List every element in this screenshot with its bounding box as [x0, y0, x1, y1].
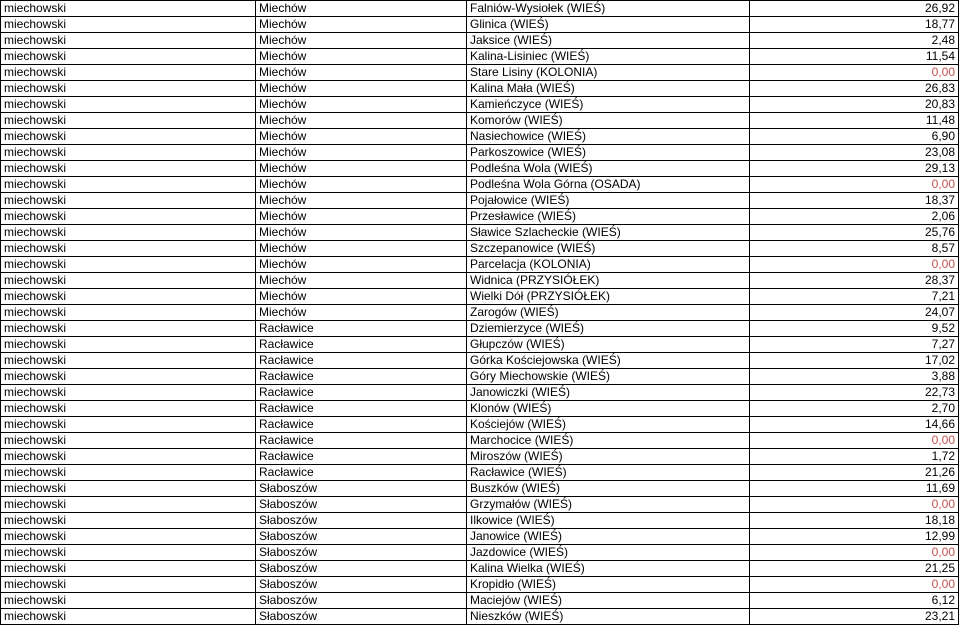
table-row — [1, 369, 959, 385]
county-cell: miechowski — [1, 321, 256, 337]
value-cell: 0,00 — [750, 65, 959, 81]
locality-cell: Kalina Wielka (WIEŚ) — [467, 561, 750, 577]
locality-cell: Pojałowice (WIEŚ) — [467, 193, 750, 209]
county-cell: miechowski — [1, 113, 256, 129]
county-cell: miechowski — [1, 433, 256, 449]
locality-cell: Sławice Szlacheckie (WIEŚ) — [467, 225, 750, 241]
municipality-cell: Miechów — [256, 113, 467, 129]
locality-cell: Szczepanowice (WIEŚ) — [467, 241, 750, 257]
locality-cell: Dziemierzyce (WIEŚ) — [467, 321, 750, 337]
table-row — [1, 225, 959, 241]
county-cell: miechowski — [1, 209, 256, 225]
county-cell: miechowski — [1, 193, 256, 209]
table-row — [1, 449, 959, 465]
value-cell: 7,27 — [750, 337, 959, 353]
municipality-cell: Miechów — [256, 65, 467, 81]
municipality-cell: Słaboszów — [256, 545, 467, 561]
locality-cell: Grzymałów (WIEŚ) — [467, 497, 750, 513]
municipality-cell: Miechów — [256, 305, 467, 321]
county-cell: miechowski — [1, 337, 256, 353]
municipality-cell: Słaboszów — [256, 609, 467, 625]
value-cell: 8,57 — [750, 241, 959, 257]
value-cell: 24,07 — [750, 305, 959, 321]
table-row — [1, 497, 959, 513]
locality-cell: Nieszków (WIEŚ) — [467, 609, 750, 625]
county-cell: miechowski — [1, 385, 256, 401]
locality-cell: Podleśna Wola (WIEŚ) — [467, 161, 750, 177]
county-cell: miechowski — [1, 545, 256, 561]
locality-cell: Miroszów (WIEŚ) — [467, 449, 750, 465]
county-cell: miechowski — [1, 609, 256, 625]
table-row — [1, 1, 959, 17]
table-row — [1, 113, 959, 129]
county-cell: miechowski — [1, 65, 256, 81]
value-cell: 17,02 — [750, 353, 959, 369]
value-cell: 21,26 — [750, 465, 959, 481]
table-row — [1, 577, 959, 593]
locality-cell: Parcelacja (KOLONIA) — [467, 257, 750, 273]
locality-cell: Góry Miechowskie (WIEŚ) — [467, 369, 750, 385]
locality-cell: Kalina-Lisiniec (WIEŚ) — [467, 49, 750, 65]
municipality-cell: Miechów — [256, 193, 467, 209]
locality-cell: Janowice (WIEŚ) — [467, 529, 750, 545]
locality-cell: Podleśna Wola Górna (OSADA) — [467, 177, 750, 193]
county-cell: miechowski — [1, 49, 256, 65]
county-cell: miechowski — [1, 513, 256, 529]
table-row — [1, 321, 959, 337]
municipality-cell: Miechów — [256, 289, 467, 305]
table-body — [1, 1, 959, 625]
table-row — [1, 481, 959, 497]
municipality-cell: Miechów — [256, 257, 467, 273]
county-cell: miechowski — [1, 417, 256, 433]
table-row — [1, 353, 959, 369]
table-row — [1, 465, 959, 481]
table-row — [1, 257, 959, 273]
table-row — [1, 609, 959, 625]
county-cell: miechowski — [1, 289, 256, 305]
value-cell: 21,25 — [750, 561, 959, 577]
table-row — [1, 193, 959, 209]
county-cell: miechowski — [1, 33, 256, 49]
county-cell: miechowski — [1, 353, 256, 369]
value-cell: 7,21 — [750, 289, 959, 305]
locality-cell: Kalina Mała (WIEŚ) — [467, 81, 750, 97]
table-row — [1, 161, 959, 177]
table-row — [1, 145, 959, 161]
table-row — [1, 209, 959, 225]
locality-cell: Wielki Dół (PRZYSIÓŁEK) — [467, 289, 750, 305]
county-cell: miechowski — [1, 465, 256, 481]
county-cell: miechowski — [1, 241, 256, 257]
table-row — [1, 545, 959, 561]
municipality-cell: Miechów — [256, 129, 467, 145]
table-row — [1, 81, 959, 97]
locality-cell: Maciejów (WIEŚ) — [467, 593, 750, 609]
locality-cell: Racławice (WIEŚ) — [467, 465, 750, 481]
locality-cell: Kościejów (WIEŚ) — [467, 417, 750, 433]
municipality-cell: Miechów — [256, 17, 467, 33]
municipality-cell: Miechów — [256, 273, 467, 289]
municipality-cell: Miechów — [256, 49, 467, 65]
value-cell: 2,48 — [750, 33, 959, 49]
locality-cell: Ilkowice (WIEŚ) — [467, 513, 750, 529]
county-cell: miechowski — [1, 225, 256, 241]
municipality-cell: Słaboszów — [256, 497, 467, 513]
municipality-cell: Racławice — [256, 401, 467, 417]
table-row — [1, 289, 959, 305]
locality-cell: Górka Kościejowska (WIEŚ) — [467, 353, 750, 369]
municipality-cell: Słaboszów — [256, 577, 467, 593]
table-row — [1, 273, 959, 289]
county-cell: miechowski — [1, 481, 256, 497]
table-row — [1, 49, 959, 65]
value-cell: 0,00 — [750, 177, 959, 193]
municipality-cell: Słaboszów — [256, 481, 467, 497]
table-row — [1, 593, 959, 609]
county-cell: miechowski — [1, 529, 256, 545]
municipality-cell: Miechów — [256, 209, 467, 225]
value-cell: 2,70 — [750, 401, 959, 417]
value-cell: 11,54 — [750, 49, 959, 65]
table-row — [1, 241, 959, 257]
table-row — [1, 385, 959, 401]
value-cell: 0,00 — [750, 545, 959, 561]
value-cell: 29,13 — [750, 161, 959, 177]
value-cell: 25,76 — [750, 225, 959, 241]
value-cell: 9,52 — [750, 321, 959, 337]
value-cell: 11,69 — [750, 481, 959, 497]
municipality-cell: Miechów — [256, 145, 467, 161]
locality-cell: Nasiechowice (WIEŚ) — [467, 129, 750, 145]
value-cell: 2,06 — [750, 209, 959, 225]
municipality-cell: Miechów — [256, 81, 467, 97]
table-row — [1, 65, 959, 81]
table-row — [1, 513, 959, 529]
locality-cell: Marchocice (WIEŚ) — [467, 433, 750, 449]
county-cell: miechowski — [1, 401, 256, 417]
county-cell: miechowski — [1, 273, 256, 289]
locality-cell: Glinica (WIEŚ) — [467, 17, 750, 33]
value-cell: 3,88 — [750, 369, 959, 385]
table-row — [1, 177, 959, 193]
locality-cell: Falniów-Wysiołek (WIEŚ) — [467, 1, 750, 17]
locality-cell: Komorów (WIEŚ) — [467, 113, 750, 129]
municipality-cell: Racławice — [256, 449, 467, 465]
county-cell: miechowski — [1, 305, 256, 321]
municipality-cell: Racławice — [256, 417, 467, 433]
municipality-cell: Słaboszów — [256, 561, 467, 577]
value-cell: 23,08 — [750, 145, 959, 161]
municipality-cell: Racławice — [256, 465, 467, 481]
table-row — [1, 129, 959, 145]
table-row — [1, 433, 959, 449]
locality-cell: Zarogów (WIEŚ) — [467, 305, 750, 321]
municipality-cell: Miechów — [256, 225, 467, 241]
table-row — [1, 97, 959, 113]
value-cell: 0,00 — [750, 497, 959, 513]
county-cell: miechowski — [1, 161, 256, 177]
county-cell: miechowski — [1, 97, 256, 113]
locality-cell: Parkoszowice (WIEŚ) — [467, 145, 750, 161]
table-row — [1, 417, 959, 433]
county-cell: miechowski — [1, 497, 256, 513]
county-cell: miechowski — [1, 129, 256, 145]
value-cell: 23,21 — [750, 609, 959, 625]
municipality-cell: Racławice — [256, 353, 467, 369]
locality-cell: Buszków (WIEŚ) — [467, 481, 750, 497]
locality-cell: Jazdowice (WIEŚ) — [467, 545, 750, 561]
county-cell: miechowski — [1, 369, 256, 385]
value-cell: 28,37 — [750, 273, 959, 289]
locality-cell: Klonów (WIEŚ) — [467, 401, 750, 417]
value-cell: 22,73 — [750, 385, 959, 401]
county-cell: miechowski — [1, 81, 256, 97]
value-cell: 12,99 — [750, 529, 959, 545]
locality-cell: Przesławice (WIEŚ) — [467, 209, 750, 225]
county-cell: miechowski — [1, 561, 256, 577]
municipality-cell: Racławice — [256, 385, 467, 401]
county-cell: miechowski — [1, 1, 256, 17]
municipality-cell: Miechów — [256, 33, 467, 49]
value-cell: 18,18 — [750, 513, 959, 529]
value-cell: 0,00 — [750, 257, 959, 273]
municipality-cell: Słaboszów — [256, 513, 467, 529]
locality-cell: Janowiczki (WIEŚ) — [467, 385, 750, 401]
value-cell: 0,00 — [750, 433, 959, 449]
table-row — [1, 17, 959, 33]
locality-cell: Stare Lisiny (KOLONIA) — [467, 65, 750, 81]
municipality-cell: Racławice — [256, 321, 467, 337]
municipality-cell: Racławice — [256, 337, 467, 353]
county-cell: miechowski — [1, 257, 256, 273]
municipality-cell: Słaboszów — [256, 529, 467, 545]
county-cell: miechowski — [1, 449, 256, 465]
municipality-cell: Miechów — [256, 161, 467, 177]
value-cell: 11,48 — [750, 113, 959, 129]
locality-cell: Kamieńczyce (WIEŚ) — [467, 97, 750, 113]
county-cell: miechowski — [1, 577, 256, 593]
table-row — [1, 401, 959, 417]
value-cell: 14,66 — [750, 417, 959, 433]
value-cell: 26,92 — [750, 1, 959, 17]
locality-cell: Kropidło (WIEŚ) — [467, 577, 750, 593]
value-cell: 18,77 — [750, 17, 959, 33]
locality-cell: Jaksice (WIEŚ) — [467, 33, 750, 49]
table-row — [1, 33, 959, 49]
value-cell: 6,12 — [750, 593, 959, 609]
municipality-cell: Słaboszów — [256, 593, 467, 609]
county-cell: miechowski — [1, 17, 256, 33]
value-cell: 0,00 — [750, 577, 959, 593]
municipality-cell: Miechów — [256, 1, 467, 17]
municipality-cell: Miechów — [256, 241, 467, 257]
locality-cell: Głupczów (WIEŚ) — [467, 337, 750, 353]
municipality-cell: Racławice — [256, 433, 467, 449]
county-cell: miechowski — [1, 145, 256, 161]
municipality-cell: Racławice — [256, 369, 467, 385]
table-row — [1, 305, 959, 321]
value-cell: 18,37 — [750, 193, 959, 209]
table-row — [1, 337, 959, 353]
county-cell: miechowski — [1, 177, 256, 193]
value-cell: 1,72 — [750, 449, 959, 465]
county-cell: miechowski — [1, 593, 256, 609]
municipality-cell: Miechów — [256, 177, 467, 193]
value-cell: 26,83 — [750, 81, 959, 97]
table-row — [1, 561, 959, 577]
municipality-cell: Miechów — [256, 97, 467, 113]
value-cell: 20,83 — [750, 97, 959, 113]
locality-cell: Widnica (PRZYSIÓŁEK) — [467, 273, 750, 289]
value-cell: 6,90 — [750, 129, 959, 145]
table-row — [1, 529, 959, 545]
